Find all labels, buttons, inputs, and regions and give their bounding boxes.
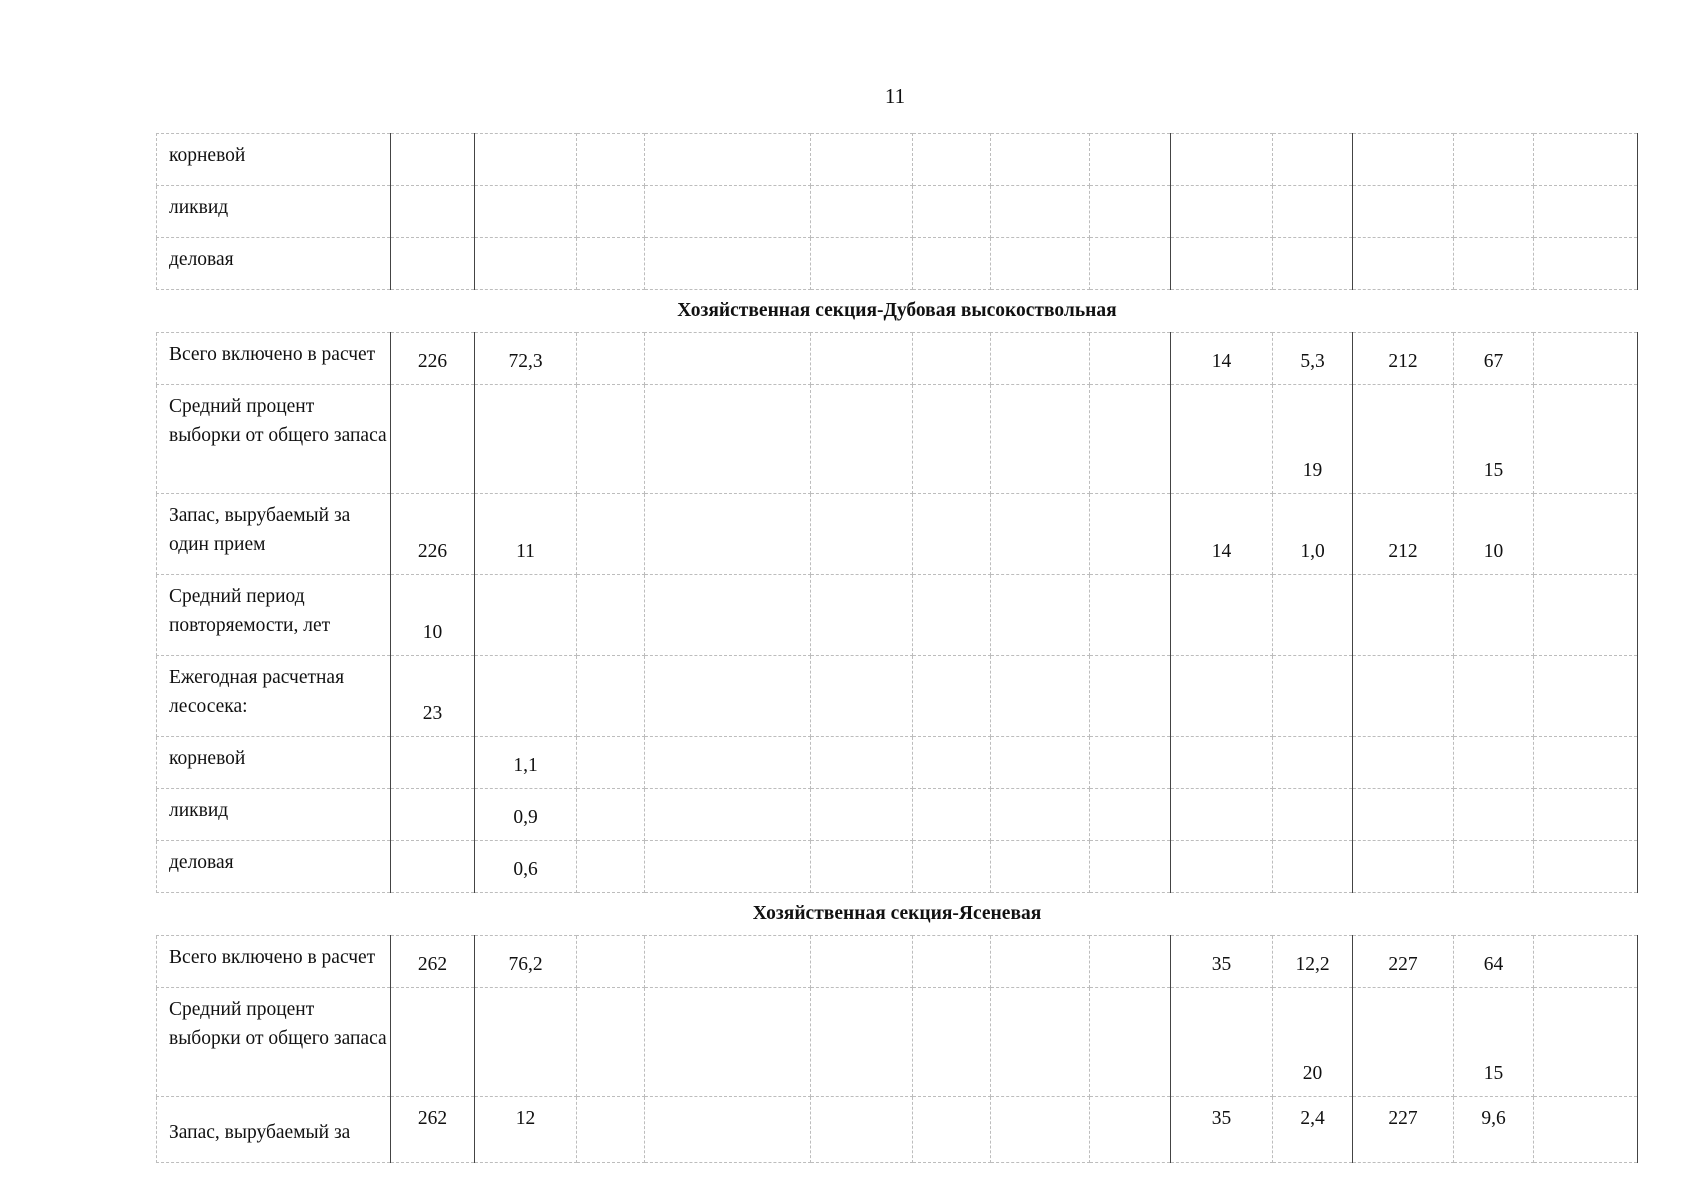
table-row — [157, 656, 1638, 737]
table-cell: 9,6 — [1454, 1097, 1534, 1163]
table-cell — [1353, 841, 1454, 893]
table-row — [157, 737, 1638, 789]
table-cell — [645, 385, 811, 494]
table-cell — [1353, 789, 1454, 841]
table-cell: 72,3 — [475, 333, 577, 385]
table-cell — [1454, 575, 1534, 656]
table-cell — [991, 936, 1090, 988]
table-cell — [645, 737, 811, 789]
table-cell: 20 — [1273, 988, 1353, 1097]
table-cell: 226 — [391, 494, 475, 575]
table-row — [157, 841, 1638, 893]
table-cell: 10 — [391, 575, 475, 656]
table-cell — [1171, 385, 1273, 494]
table-cell — [577, 134, 645, 186]
table-cell — [1454, 737, 1534, 789]
table-cell — [577, 186, 645, 238]
table-cell — [577, 936, 645, 988]
row-label: ликвид — [157, 789, 391, 841]
table-cell — [391, 238, 475, 290]
table-cell — [1171, 575, 1273, 656]
table-cell — [577, 1097, 645, 1163]
table-cell — [913, 333, 991, 385]
table-cell — [991, 789, 1090, 841]
table-row — [157, 575, 1638, 656]
table-cell — [577, 575, 645, 656]
table-cell — [645, 841, 811, 893]
table-cell — [1171, 841, 1273, 893]
table-row — [157, 936, 1638, 988]
table-cell — [991, 841, 1090, 893]
table-cell — [1090, 575, 1171, 656]
table-cell — [1273, 186, 1353, 238]
table-cell — [1273, 238, 1353, 290]
table-cell — [913, 575, 991, 656]
table-cell — [991, 385, 1090, 494]
section-title: Хозяйственная секция-Ясеневая — [157, 893, 1638, 936]
table-cell — [645, 988, 811, 1097]
table-cell — [1090, 841, 1171, 893]
table-cell — [1171, 134, 1273, 186]
table-cell — [991, 186, 1090, 238]
table-cell — [913, 841, 991, 893]
table-cell — [1534, 737, 1638, 789]
row-label: деловая — [157, 238, 391, 290]
table-cell — [391, 186, 475, 238]
table-cell: 0,9 — [475, 789, 577, 841]
table-cell — [391, 737, 475, 789]
table-cell — [645, 575, 811, 656]
table-cell — [475, 238, 577, 290]
table-cell — [1534, 841, 1638, 893]
table-cell — [1353, 988, 1454, 1097]
table-cell — [1171, 656, 1273, 737]
section-heading-row — [157, 893, 1638, 936]
table-cell — [913, 737, 991, 789]
table-cell — [1454, 789, 1534, 841]
table-cell — [1090, 238, 1171, 290]
table-cell — [645, 789, 811, 841]
table-cell: 12,2 — [1273, 936, 1353, 988]
table-cell — [1353, 186, 1454, 238]
table-cell — [811, 385, 913, 494]
table-cell: 1,1 — [475, 737, 577, 789]
table-cell — [645, 134, 811, 186]
row-label: Средний период повторяемости, лет — [157, 575, 391, 656]
table-cell: 11 — [475, 494, 577, 575]
table-cell — [1090, 333, 1171, 385]
table-cell: 64 — [1454, 936, 1534, 988]
table-cell: 23 — [391, 656, 475, 737]
table-cell — [913, 494, 991, 575]
table-cell: 15 — [1454, 988, 1534, 1097]
row-label: Средний процент выборки от общего запаса — [157, 385, 391, 494]
table-cell — [1353, 575, 1454, 656]
table-cell — [913, 988, 991, 1097]
table-cell — [991, 134, 1090, 186]
table-cell — [577, 385, 645, 494]
table-cell — [1090, 1097, 1171, 1163]
row-label: корневой — [157, 737, 391, 789]
table-cell — [1171, 789, 1273, 841]
table-cell: 35 — [1171, 1097, 1273, 1163]
table-cell — [645, 656, 811, 737]
table-cell — [1273, 789, 1353, 841]
table-cell — [913, 936, 991, 988]
table-row — [157, 134, 1638, 186]
table-cell: 227 — [1353, 936, 1454, 988]
table-cell: 35 — [1171, 936, 1273, 988]
table-cell — [991, 988, 1090, 1097]
table-cell — [1090, 134, 1171, 186]
table-cell — [811, 988, 913, 1097]
row-label: Средний процент выборки от общего запаса — [157, 988, 391, 1097]
table-cell — [1171, 186, 1273, 238]
table-cell: 12 — [475, 1097, 577, 1163]
table-cell — [1171, 238, 1273, 290]
table-cell — [1454, 841, 1534, 893]
row-label: Запас, вырубаемый за один прием — [157, 494, 391, 575]
table-cell: 14 — [1171, 494, 1273, 575]
row-label: Ежегодная расчетная лесосека: — [157, 656, 391, 737]
table-cell: 2,4 — [1273, 1097, 1353, 1163]
table-cell — [1534, 656, 1638, 737]
table-cell — [1273, 575, 1353, 656]
table-cell — [1171, 988, 1273, 1097]
table-cell: 227 — [1353, 1097, 1454, 1163]
table-cell — [1171, 737, 1273, 789]
table-cell — [1353, 737, 1454, 789]
row-label: Всего включено в расчет — [157, 333, 391, 385]
table-cell — [475, 656, 577, 737]
table-cell: 14 — [1171, 333, 1273, 385]
table-cell — [811, 656, 913, 737]
table-cell — [991, 575, 1090, 656]
table-cell — [913, 656, 991, 737]
table-row — [157, 186, 1638, 238]
table-cell — [991, 656, 1090, 737]
table-cell — [1534, 385, 1638, 494]
table-row — [157, 238, 1638, 290]
table-cell: 262 — [391, 1097, 475, 1163]
table-cell: 212 — [1353, 333, 1454, 385]
row-label: ликвид — [157, 186, 391, 238]
table-cell — [991, 238, 1090, 290]
table-cell — [1534, 186, 1638, 238]
table-cell — [1090, 737, 1171, 789]
table-cell — [577, 737, 645, 789]
table-cell: 19 — [1273, 385, 1353, 494]
table-cell — [391, 385, 475, 494]
table-cell: 76,2 — [475, 936, 577, 988]
table-cell — [1090, 656, 1171, 737]
table-cell — [391, 134, 475, 186]
allowable-cut-table — [156, 133, 1638, 1163]
section-heading-row — [157, 290, 1638, 333]
table-cell — [1090, 936, 1171, 988]
table-cell — [391, 789, 475, 841]
table-row — [157, 1097, 1638, 1163]
table-cell — [1534, 988, 1638, 1097]
table-cell — [913, 385, 991, 494]
table-cell — [391, 988, 475, 1097]
table-cell — [1534, 936, 1638, 988]
table-cell — [475, 134, 577, 186]
table-row — [157, 494, 1638, 575]
table-cell — [1273, 841, 1353, 893]
table-cell — [913, 134, 991, 186]
table-cell — [577, 841, 645, 893]
table-cell — [991, 737, 1090, 789]
table-cell — [1273, 134, 1353, 186]
table-cell — [1090, 186, 1171, 238]
table-cell — [1090, 988, 1171, 1097]
table-cell — [577, 988, 645, 1097]
table-cell — [1534, 134, 1638, 186]
table-cell — [645, 936, 811, 988]
table-cell — [913, 238, 991, 290]
table-cell — [1534, 494, 1638, 575]
table-cell — [1353, 385, 1454, 494]
table-cell — [577, 238, 645, 290]
table-cell — [811, 575, 913, 656]
table-cell: 10 — [1454, 494, 1534, 575]
table-cell — [811, 333, 913, 385]
table-cell: 67 — [1454, 333, 1534, 385]
table-cell — [991, 494, 1090, 575]
table-cell — [1090, 494, 1171, 575]
page-number: 11 — [884, 84, 906, 108]
table-cell — [811, 186, 913, 238]
table-cell — [1090, 789, 1171, 841]
table-row — [157, 988, 1638, 1097]
table-cell — [1273, 656, 1353, 737]
table-cell — [811, 936, 913, 988]
table-cell: 1,0 — [1273, 494, 1353, 575]
table-cell: 226 — [391, 333, 475, 385]
row-label: Всего включено в расчет — [157, 936, 391, 988]
table-cell: 5,3 — [1273, 333, 1353, 385]
table-cell — [577, 656, 645, 737]
table-cell — [811, 238, 913, 290]
table-cell — [391, 841, 475, 893]
table-row — [157, 789, 1638, 841]
table-cell — [1273, 737, 1353, 789]
table-cell — [475, 385, 577, 494]
table-cell — [1534, 575, 1638, 656]
table-cell: 0,6 — [475, 841, 577, 893]
table-cell — [913, 789, 991, 841]
table-cell — [913, 186, 991, 238]
table-cell — [1534, 333, 1638, 385]
table-row — [157, 385, 1638, 494]
table-cell — [577, 494, 645, 575]
table-cell: 15 — [1454, 385, 1534, 494]
row-label: корневой — [157, 134, 391, 186]
table-cell — [1454, 238, 1534, 290]
table-cell — [811, 494, 913, 575]
table-cell — [913, 1097, 991, 1163]
table-cell — [811, 841, 913, 893]
table-cell — [645, 333, 811, 385]
table-cell — [991, 1097, 1090, 1163]
table-cell — [991, 333, 1090, 385]
table-cell — [811, 1097, 913, 1163]
table-cell — [1353, 134, 1454, 186]
table-cell — [811, 134, 913, 186]
table-cell — [811, 737, 913, 789]
row-label: деловая — [157, 841, 391, 893]
row-label: Запас, вырубаемый за — [157, 1097, 391, 1163]
table-cell — [577, 789, 645, 841]
table-cell — [645, 494, 811, 575]
table-cell — [1454, 186, 1534, 238]
table-cell — [645, 1097, 811, 1163]
table-cell — [1534, 789, 1638, 841]
table-cell: 212 — [1353, 494, 1454, 575]
table-cell — [1534, 238, 1638, 290]
section-title: Хозяйственная секция-Дубовая высокоствольная — [157, 290, 1638, 333]
table-cell — [1534, 1097, 1638, 1163]
table-cell — [475, 575, 577, 656]
table-row — [157, 333, 1638, 385]
table-cell — [577, 333, 645, 385]
table-cell — [1353, 238, 1454, 290]
table-cell — [645, 238, 811, 290]
table-cell — [1454, 134, 1534, 186]
table-cell — [645, 186, 811, 238]
table-cell — [475, 988, 577, 1097]
table-cell — [1090, 385, 1171, 494]
table-cell: 262 — [391, 936, 475, 988]
table-cell — [475, 186, 577, 238]
table-cell — [811, 789, 913, 841]
table-cell — [1353, 656, 1454, 737]
table-cell — [1454, 656, 1534, 737]
